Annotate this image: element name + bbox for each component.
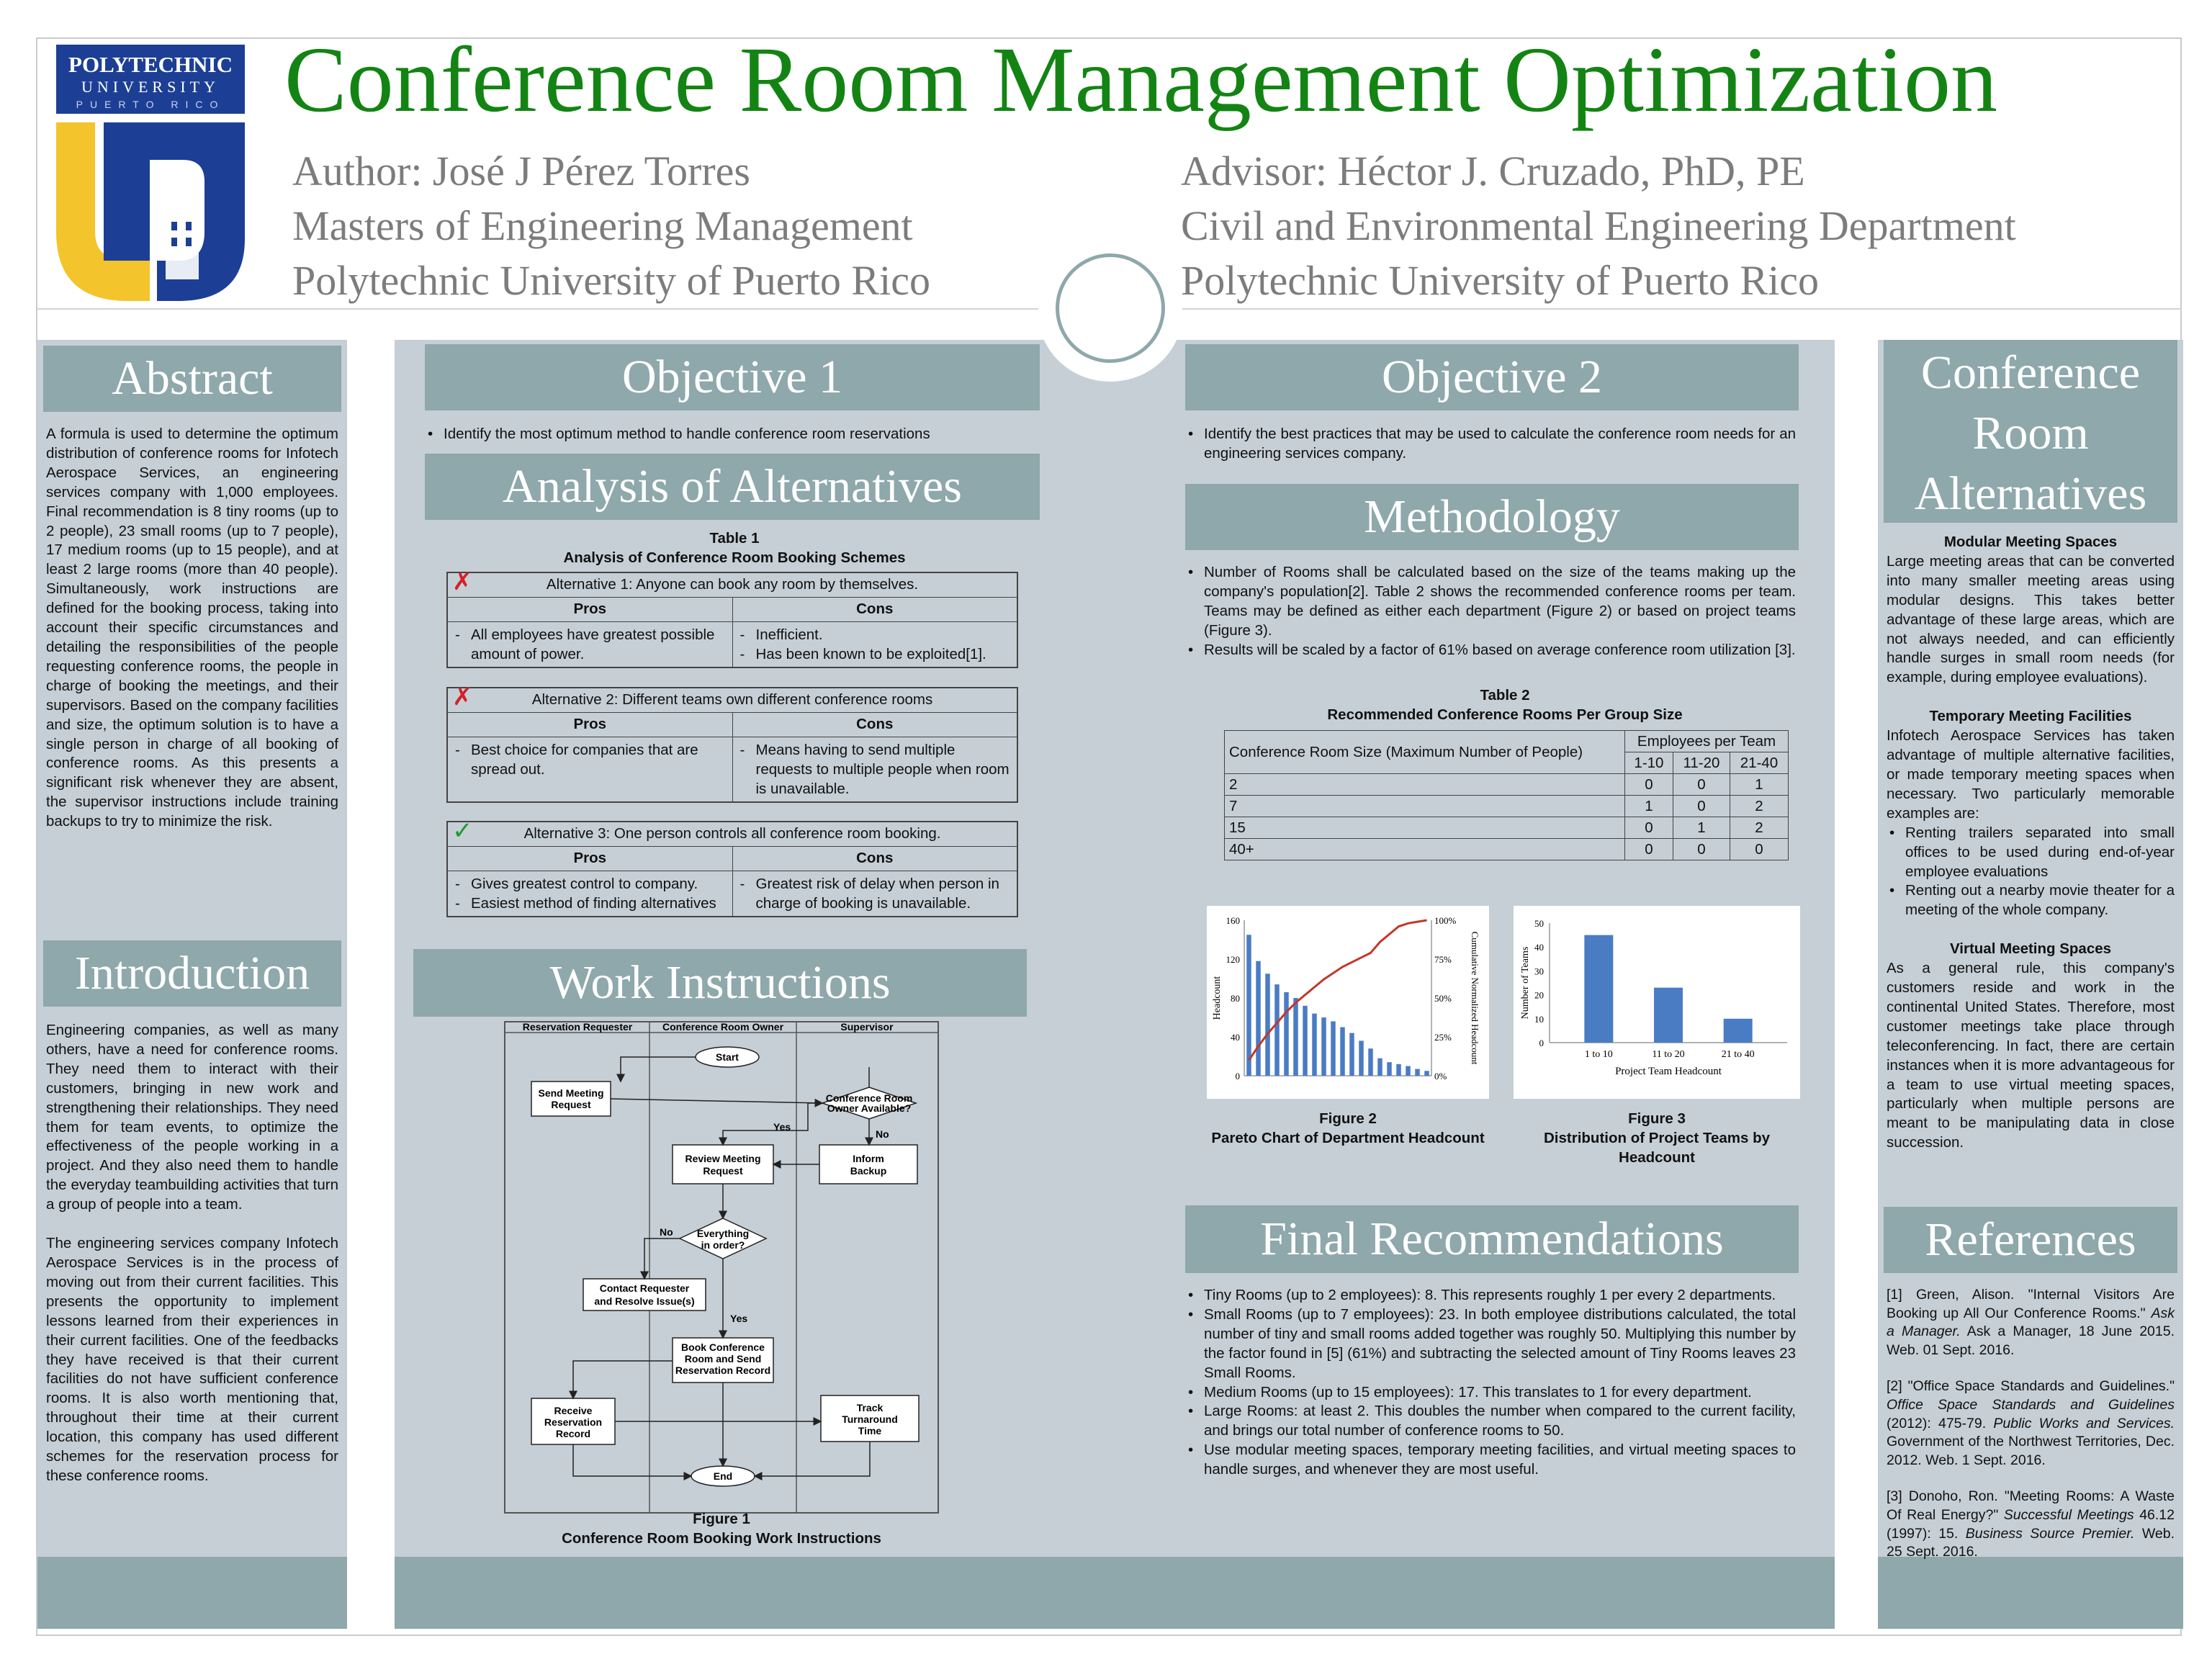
inform-backup-node [819,1145,917,1184]
y2-tick-label: 75% [1434,954,1452,965]
temporary-bullet-2: • Renting out a nearby movie theater for a meeting of the whole company. [1887,881,2175,920]
introduction-text [46,1021,338,1486]
bar [1293,998,1298,1076]
final-recommendations-list [1185,1286,1796,1480]
review-label-1: Review Meeting [685,1153,761,1164]
lane-requester: Reservation Requester [522,1022,633,1033]
bar [1724,1019,1753,1043]
figure3-caption [1514,1109,1800,1167]
references-list [1887,1286,2175,1562]
bar [1303,1006,1308,1076]
order-label-1: Everything [696,1228,750,1239]
bar [1331,1021,1336,1076]
temporary-list [1887,824,2175,921]
logo-line1: POLYTECHNIC [68,52,233,77]
work-instructions-heading: Work Instructions [413,949,1027,1017]
table2-row-header: Conference Room Size (Maximum Number of People) [1225,731,1625,774]
cons-header: Cons [856,850,894,866]
heading-line: Room [1972,407,2089,459]
alt1-con-2: Has been known to be exploited[1]. [755,646,986,662]
bar [1359,1040,1364,1076]
advisor-department: Civil and Environmental Engineering Department [1181,202,2016,249]
figure3-label: Figure 3 [1628,1110,1686,1127]
advisor-name: Advisor: Héctor J. Cruzado, PhD, PE [1181,148,1805,194]
table-cell: 1 [1673,817,1730,839]
figure3-title: Distribution of Project Teams by Headcount [1544,1130,1770,1166]
receive-label-1: Receive [554,1405,593,1416]
y2-tick-label: 25% [1434,1032,1452,1043]
cons-header: Cons [856,601,894,617]
methodology-heading: Methodology [1185,484,1799,550]
table-row [1225,839,1789,860]
y-tick-label: 160 [1226,915,1240,926]
start-label: Start [716,1051,739,1063]
table-row [1225,796,1789,817]
objective1-bullet: • Identify the most optimum method to handle conference room reservations [425,425,1037,444]
bar [1424,1071,1429,1076]
objective1-heading: Objective 1 [425,344,1040,410]
methodology-list [1185,563,1796,660]
bar [1368,1048,1373,1076]
table-cell: 0 [1673,774,1730,796]
bar [1377,1058,1382,1076]
figure2-title: Pareto Chart of Department Headcount [1211,1130,1485,1146]
y-tick-label: 40 [1534,942,1544,953]
alt2-pro-1: Best choice for companies that are spread out. [471,742,698,778]
bar [1584,935,1613,1043]
alternative-3-title: Alternative 3: One person controls all conference room booking. [523,825,941,842]
bar [1246,935,1251,1076]
y-tick-label: 0 [1539,1038,1544,1048]
inform-label-1: Inform [853,1153,884,1164]
alternative-1-table: ✗ Alternative 1: Anyone can book any room by themselves. Pros Cons - All employees have greatest possible amount of power. - Inefficient. - Has been known to be exploited[1]. [446,572,1018,668]
y-tick-label: 120 [1226,954,1240,965]
abstract-text: A formula is used to determine the optimum distribution of conference rooms for Infotech Aerospace Services, an engineering services company with 1,000 employees. Final recommendation is 8 tiny rooms (up to 2 people), 23 small rooms (up to 7 people), 17 medium rooms (up to 15 people), and at least 2 large rooms (more than 40 people). Simultaneously, work instructions are defined for the booking process, taking into account their specific circumstances and detailing the responsibilities of the people requesting conference rooms, the people in charge of booking the meetings, and their supervisors. Based on the company facilities and size, the optimum solution is to have a single person in charge of all booking of conference rooms. As this presents a significant risk whenever they are absent, the supervisor instructions include training backups to try to minimize the risk. [46,426,338,830]
bar [1415,1069,1420,1076]
final-bullet-5: • Use modular meeting spaces, temporary meeting facilities, and virtual meeting spaces to handle surges, and whenever they are most useful. [1185,1441,1796,1480]
send-label-2: Request [551,1099,591,1110]
poster-title: Conference Room Management Optimization [284,28,1998,132]
table-row [1225,774,1789,796]
table-cell: 2 [1730,817,1788,839]
bar [1654,988,1683,1043]
flowchart [504,1021,939,1514]
bar [1387,1062,1392,1076]
alt2-con-1: Means having to send multiple requests to multiple people when room is unavailable. [755,742,1010,797]
center-circle [1056,253,1165,363]
contact-label-1: Contact Requester [599,1282,690,1294]
temporary-text: Infotech Aerospace Services has taken advantage of multiple alternative facilities, or made temporary meeting spaces when necessary. Two particularly memorable examples are: [1887,727,2175,822]
bar [1396,1064,1401,1076]
abstract-heading: Abstract [43,346,341,412]
author-program: Masters of Engineering Management [292,202,913,249]
figure3-chart [1514,906,1800,1099]
virtual-text: As a general rule, this company's customers reside and work in the continental United States. Therefore, most customer meetings take place through teleconferencing. In fact, there are certain instances when it is more advantageous for a team to use virtual meeting spaces, particularly when multiple persons are meant to be manipulating data in close succession. [1887,960,2175,1151]
table-cell: 1 [1730,774,1788,796]
final-recommendations-heading: Final Recommendations [1185,1205,1799,1273]
table-cell: 15 [1225,817,1625,839]
references-heading: References [1884,1207,2177,1273]
lane-owner: Conference Room Owner [662,1022,784,1033]
reference-2: [2] "Office Space Standards and Guidelines." Office Space Standards and Guidelines (2012): 475-79. Public Works and Services. Government of the Northwest Territories, Dec. 2012. Web. 1 Sept. 2016. [1887,1378,2175,1468]
advisor-block [1181,144,2016,308]
figure1-label: Figure 1 [693,1511,750,1527]
y2-tick-label: 50% [1434,993,1452,1004]
methodology-bullet-2: • Results will be scaled by a factor of 61% based on average conference room utilization [3]. [1185,641,1796,660]
y-tick-label: 30 [1534,966,1544,977]
alt3-pro-2: Easiest method of finding alternatives [471,895,716,912]
logo-line2: UNIVERSITY [81,78,220,96]
table-row [1225,817,1789,839]
bar [1265,974,1270,1076]
bar [1340,1028,1345,1076]
bar [1284,992,1289,1076]
x-tick-label: 1 to 10 [1584,1049,1613,1060]
no-label: No [660,1226,673,1238]
figure1-caption [504,1509,939,1548]
track-label-3: Time [858,1425,882,1437]
university-logo [56,45,245,301]
order-label-2: in order? [701,1239,745,1251]
receive-label-2: Reservation [544,1416,603,1428]
end-label: End [713,1470,733,1482]
bar [1312,1014,1317,1076]
author-university: Polytechnic University of Puerto Rico [292,257,930,304]
y-axis-label: Number of Teams [1520,946,1531,1020]
reference-1: [1] Green, Alison. "Internal Visitors Are Booking up All Our Conference Rooms." Ask a Manager. Ask a Manager, 18 June 2015. Web. 01 Sept. 2016. [1887,1287,2175,1358]
bar [1321,1017,1326,1076]
temporary-bullet-1: • Renting trailers separated into small offices to be used during end-of-year employee evaluations [1887,824,2175,882]
table-cell: 0 [1625,817,1673,839]
alternative-1-title: Alternative 1: Anyone can book any room by themselves. [546,576,919,593]
table-cell: 0 [1673,796,1730,817]
figure2-chart [1207,906,1489,1099]
table-cell: 2 [1225,774,1625,796]
modular-title: Modular Meeting Spaces [1943,534,2118,550]
figure1-title: Conference Room Booking Work Instructions [562,1530,881,1547]
bar [1256,961,1261,1076]
flowchart-svg [505,1022,938,1512]
pros-header: Pros [448,713,733,737]
alt1-pro-1: All employees have greatest possible amount of power. [471,626,715,662]
table-cell: 7 [1225,796,1625,817]
table1-title: Analysis of Conference Room Booking Schemes [563,549,906,566]
table-cell: 1 [1625,796,1673,817]
table2-title: Recommended Conference Rooms Per Group Size [1327,706,1683,723]
y-tick-label: 80 [1231,993,1240,1004]
alternatives-text [1887,533,2175,1153]
cross-icon: ✗ [452,568,473,595]
methodology-bullet-1: • Number of Rooms shall be calculated based on the size of the teams making up the company's population[2]. Table 2 shows the recommended conference rooms per team. Teams may be defined as either each department (Figure 2) or based on project teams (Figure 3). [1185,563,1796,641]
table-cell: 0 [1625,774,1673,796]
y2-tick-label: 0% [1434,1071,1447,1082]
no-label: No [876,1128,889,1140]
alternative-3-table: ✓ Alternative 3: One person controls all conference room booking. Pros Cons - Gives greatest control to company. - Easiest method of finding alternatives - Greatest risk of delay when person in charge of booking is unavailable. [446,821,1018,917]
table2-col-header: 11-20 [1673,752,1730,774]
heading-line: Conference [1920,346,2141,399]
cross-icon: ✗ [452,683,473,711]
logo-line3: PUERTO RICO [76,99,225,110]
objective1-list [425,425,1037,444]
bar [1349,1033,1354,1076]
x-tick-label: 11 to 20 [1652,1049,1685,1060]
pros-header: Pros [448,598,733,621]
table2-label: Table 2 [1480,687,1530,703]
review-label-2: Request [703,1165,743,1177]
table2-col-header: 21-40 [1730,752,1788,774]
x-tick-label: 21 to 40 [1721,1049,1755,1060]
alt3-con-1: Greatest risk of delay when person in charge of booking is unavailable. [755,876,999,912]
author-block [292,144,930,308]
inform-label-2: Backup [850,1165,887,1177]
cons-header: Cons [856,716,894,732]
y-tick-label: 10 [1534,1013,1544,1025]
track-label-1: Track [856,1402,884,1413]
table-cell: 0 [1625,839,1673,860]
final-bullet-1: • Tiny Rooms (up to 2 employees): 8. This represents roughly 1 per every 2 departments. [1185,1286,1796,1305]
track-label-2: Turnaround [842,1413,898,1425]
introduction-paragraph-1: Engineering companies, as well as many others, have a need for conference rooms. They need them to interact with their customers, bringing in new work and strengthening their relationships. They need them for team events, to optimize the effectiveness of the people working in a project. And they also need them to handle the everyday teambuilding activities that turn a group of people into a team. [46,1022,338,1213]
author-name: Author: José J Pérez Torres [292,148,750,194]
contact-label-2: and Resolve Issue(s) [594,1295,695,1307]
modular-text: Large meeting areas that can be converted into many smaller meeting areas using modular designs. This takes better advantage of these large areas, which are not always needed, and can efficiently handle surges in small room needs (for example, during employee evaluations). [1887,552,2175,686]
alternative-2-title: Alternative 2: Different teams own different conference rooms [531,691,933,708]
x-axis-label: Project Team Headcount [1615,1066,1722,1077]
final-bullet-2: • Small Rooms (up to 7 employees): 23. In both employee distributions calculated, the total number of tiny and small rooms added together was roughly 50. Multiplying this number by the factor found in [5] (61%) and subtracting the selected amount of Tiny Rooms leaves 23 Small Rooms. [1185,1305,1796,1383]
table-cell: 0 [1673,839,1730,860]
final-bullet-4: • Large Rooms: at least 2. This doubles the number when compared to the current facility, and brings our total number of conference rooms to 50. [1185,1402,1796,1441]
column-footer-bar [37,1557,347,1629]
reference-3: [3] Donoho, Ron. "Meeting Rooms: A Waste Of Real Energy?" Successful Meetings 46.12 (1997): 15. Business Source Premier. Web. 25 Sept. 2016. [1887,1488,2175,1560]
final-bullet-3: • Medium Rooms (up to 15 employees): 17. This translates to 1 for every department. [1185,1383,1796,1403]
y-axis-label: Headcount [1212,976,1223,1020]
y-tick-label: 20 [1534,989,1544,1001]
alternative-2-table: ✗ Alternative 2: Different teams own different conference rooms Pros Cons - Best choice for companies that are spread out. - Means having to send multiple requests to multiple people when room is unavailable. [446,687,1018,803]
table2 [1224,730,1789,860]
table2-caption [1224,685,1786,724]
heading-line: Alternatives [1914,467,2147,520]
book-label-2: Room and Send [684,1353,762,1364]
conference-room-alternatives-heading [1884,340,2177,523]
alt1-con-1: Inefficient. [755,626,823,643]
figure2-label: Figure 2 [1319,1110,1377,1127]
y-tick-label: 50 [1534,918,1544,929]
check-icon: ✓ [452,817,473,845]
y-tick-label: 40 [1231,1032,1240,1043]
receive-label-3: Record [555,1428,591,1439]
send-label-1: Send Meeting [538,1087,604,1099]
introduction-paragraph-2: The engineering services company Infotech Aerospace Services is in the process of moving out from their current facilities. This presents the opportunity to implement lessons learned from their experiences in their current facilities. One of the feedbacks they have received is that their current facilities do not have sufficient conference rooms. It is also worth mentioning that, throughout their time at their current location, this company has used different schemes for the reservation process for these conference rooms. [46,1235,338,1484]
column-footer-bar [1878,1557,2183,1629]
pros-header: Pros [448,847,733,871]
y-tick-label: 0 [1235,1071,1240,1082]
objective2-list [1185,425,1796,464]
analysis-heading: Analysis of Alternatives [425,454,1040,520]
table2-group-header: Employees per Team [1625,731,1789,752]
available-label-1: Conference Room [825,1092,913,1104]
book-label-3: Reservation Record [675,1364,771,1376]
y2-tick-label: 100% [1434,915,1457,926]
table-cell: 0 [1730,839,1788,860]
advisor-university: Polytechnic University of Puerto Rico [1181,257,1819,304]
temporary-title: Temporary Meeting Facilities [1929,708,2132,725]
yes-label: Yes [730,1313,748,1324]
y2-axis-label: Cumulative Normalized Headcount [1470,931,1480,1065]
bar [1406,1066,1411,1076]
table-cell: 2 [1730,796,1788,817]
lane-supervisor: Supervisor [840,1022,894,1033]
table1-caption [446,529,1022,567]
introduction-heading: Introduction [43,940,341,1007]
table2-col-header: 1-10 [1625,752,1673,774]
review-request-node [673,1145,773,1184]
alt3-pro-1: Gives greatest control to company. [471,876,698,892]
table-cell: 40+ [1225,839,1625,860]
objective2-heading: Objective 2 [1185,344,1799,410]
objective2-bullet: • Identify the best practices that may be used to calculate the conference room needs for an engineering services company. [1185,425,1796,464]
available-label-2: Owner Available? [827,1102,912,1114]
virtual-title: Virtual Meeting Spaces [1949,940,2112,958]
column-footer-bar [395,1557,1835,1629]
book-label-1: Book Conference [681,1341,765,1353]
table1-label: Table 1 [709,530,760,547]
figure2-caption [1207,1109,1489,1148]
bar [1274,984,1280,1076]
yes-label: Yes [773,1121,791,1133]
